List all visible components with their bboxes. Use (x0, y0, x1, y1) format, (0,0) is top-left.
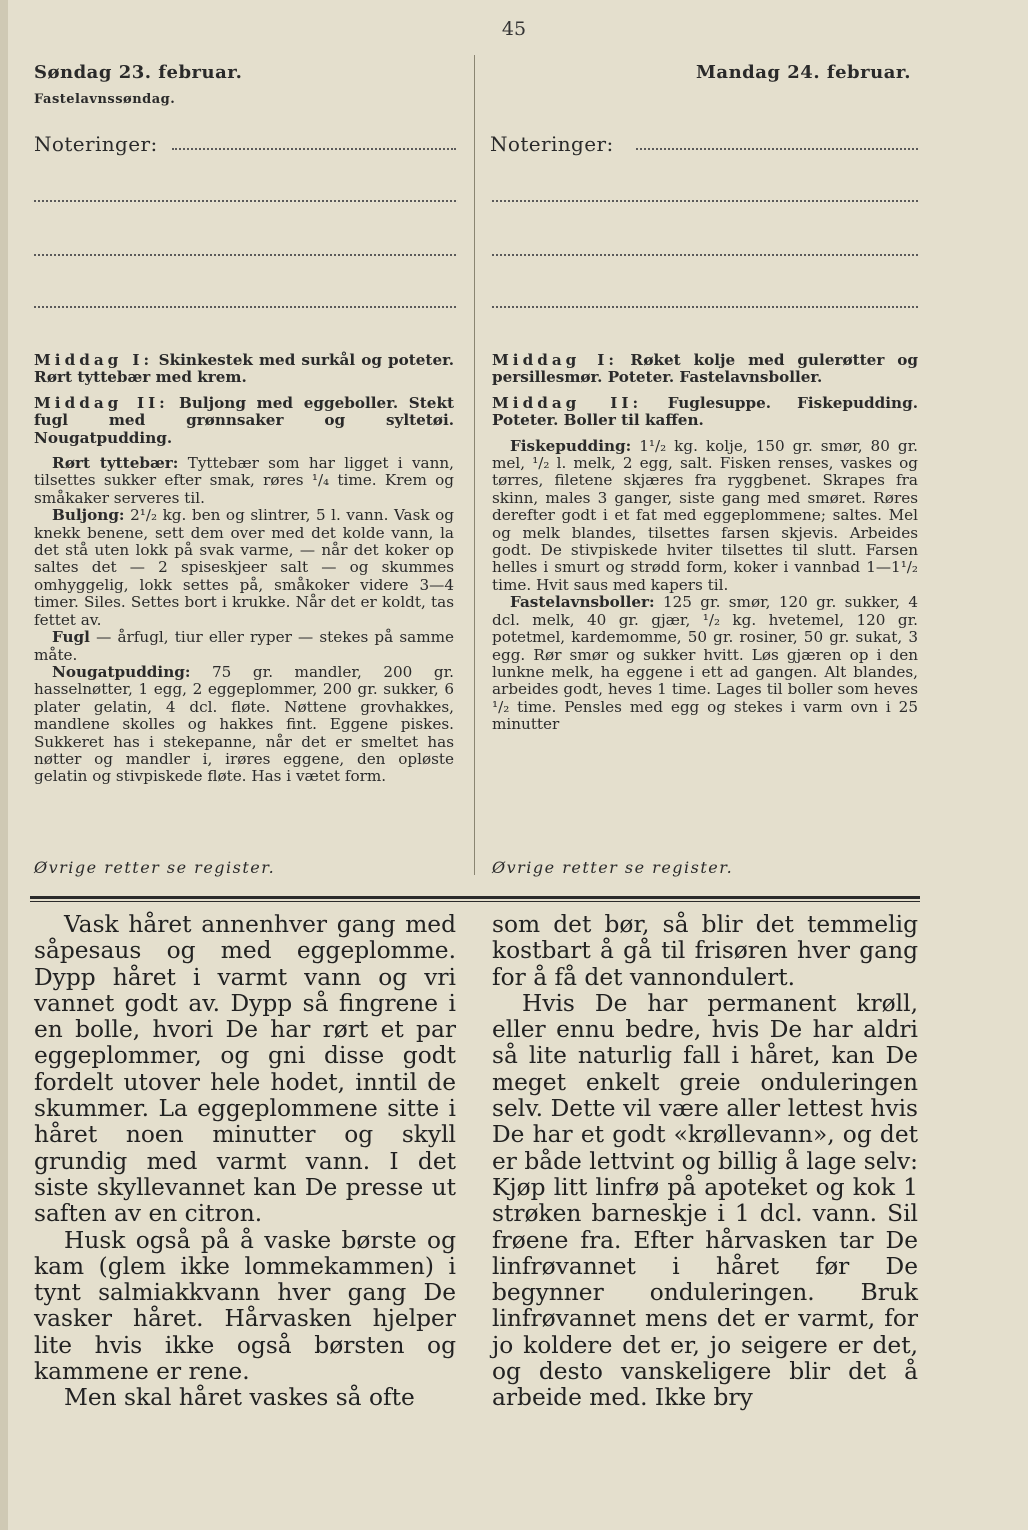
recipe-fiskepudding: Fiskepudding: 1¹/₂ kg. kolje, 150 gr. smør, 80 gr. mel, ¹/₂ l. melk, 2 egg, salt. Fisken renses, vaskes og tørres, filetene skjæres fra ryggbenet. Skrapes fra skinn, males 3 ganger, siste gang med smøret. Røres derefter godt i et fat med eggeplommene; saltes. Mel og melk blandes, tilsettes farsen skjevis. Arbeides godt. De stivpiskede hviter tilsettes til slutt. Farsen helles i smurt og strødd form, koker i vannbad 1—1¹/₂ time. Hvit saus med kapers til. (492, 436, 918, 594)
left-notes-dotline (34, 306, 456, 308)
recipe-buljong: Buljong: 2¹/₂ kg. ben og slintrer, 5 l. vann. Vask og knekk benene, sett dem over med det kolde vann, la det stå uten lokk på svak varme, — når det koker op saltes det — 2 spiseskjeer salt — og skummes omhyggelig, lokk settes på, småkoker videre 3—4 timer. Siles. Settes bort i krukke. Når det er koldt, tas fettet av. (34, 506, 454, 629)
article-paragraph: som det bør, så blir det temmelig kostbart å gå til frisøren hver gang for å få det vannondulert. (492, 911, 918, 991)
recipe-rort-tyttebaer: Rørt tyttebær: Tyttebær som har ligget i vann, tilsettes sukker efter smak, røres ¹/₄ time. Krem og småkaker serveres til. (34, 454, 454, 507)
right-notes-dotline (492, 254, 918, 256)
recipe-fastelavnsboller: Fastelavnsboller: 125 gr. smør, 120 gr. sukker, 4 dcl. melk, 40 gr. gjær, ¹/₂ kg. hvetemel, 120 gr. potetmel, kardemomme, 50 gr. rosiner, 50 gr. sukat, 3 egg. Rør smør og sukker hvitt. Løs gjæren op i den lunkne melk, ha eggene i ett ad gangen. Alt blandes, arbeides godt, heves 1 time. Lages til boller som heves ¹/₂ time. Pensles med egg og stekes i varm ovn i 25 minutter (492, 593, 919, 734)
right-day-title: Mandag 24. februar. (696, 62, 911, 83)
right-notes-dotline (492, 200, 918, 202)
left-recipes (34, 352, 454, 786)
right-recipes (492, 352, 918, 734)
left-notes-dotline (172, 148, 456, 150)
left-notes-label: Noteringer: (34, 132, 158, 156)
left-notes-dotline (34, 254, 456, 256)
section-rule (30, 896, 920, 899)
left-menu-2: Middag II: Buljong med eggeboller. Stekt fugl med grønnsaker og syltetøi. Nougatpudding. (34, 393, 454, 447)
page-edge (0, 0, 8, 1530)
article-paragraph: Husk også på å vaske børste og kam (glem ikke lommekammen) i tynt salmiakkvann hver gang De vasker håret. Hårvasken hjelper lite hvis ikke også børsten og kammene er rene. (34, 1226, 456, 1386)
recipe-fugl: Fugl — årfugl, tiur eller ryper — stekes på samme måte. (34, 628, 455, 664)
article-paragraph: Men skal håret vaskes så ofte (64, 1384, 415, 1412)
right-menu-1: Middag I: Røket kolje med gulerøtter og persillesmør. Poteter. Fastelavnsboller. (492, 351, 919, 387)
left-day-title: Søndag 23. februar. (34, 62, 243, 83)
left-day-subtitle: Fastelavnssøndag. (34, 92, 176, 107)
left-menu-1: Middag I: Skinkestek med surkål og poteter. Rørt tyttebær med krem. (34, 351, 455, 387)
section-rule-thin (30, 901, 920, 902)
right-notes-dotline (636, 148, 918, 150)
page-number: 45 (501, 18, 527, 40)
article-right-column (492, 912, 918, 1412)
left-footer-note: Øvrige retter se register. (34, 858, 276, 877)
article-paragraph: Hvis De har permanent krøll, eller ennu bedre, hvis De har aldri så lite naturlig fall i håret, kan De meget enkelt greie onduleringen selv. Dette vil være aller lettest hvis De har et godt «krøllevann», og det er både lettvint og billig å lage selv: Kjøp litt linfrø på apoteket og kok 1 strøken barneskje i 1 dcl. vann. Sil frøene fra. Efter hårvasken tar De linfrøvannet i håret før De begynner onduleringen. Bruk linfrøvannet mens det er varmt, for jo koldere det er, jo seigere er det, og desto vanskeligere blir det å arbeide med. Ikke bry (492, 989, 918, 1412)
article-paragraph: Vask håret annenhver gang med såpesaus og med eggeplomme. Dypp håret i varmt vann og vri vannet godt av. Dypp så fingrene i en bolle, hvori De har rørt et par eggeplommer, og gni disse godt fordelt utover hele hodet, inntil de skummer. La eggeplommene sitte i håret noen minutter og skyll grundig med varmt vann. I det siste skyllevannet kan De presse ut saften av en citron. (34, 911, 456, 1228)
column-divider (474, 55, 475, 875)
right-menu-2: Middag II: Fuglesuppe. Fiskepudding. Poteter. Boller til kaffen. (492, 393, 919, 430)
recipe-nougatpudding: Nougatpudding: 75 gr. mandler, 200 gr. hasselnøtter, 1 egg, 2 eggeplommer, 200 gr. sukker, 6 plater gelatin, 4 dcl. fløte. Nøttene grovhakkes, mandlene skolles og hakkes fint. Eggene piskes. Sukkeret has i stekepanne, når det er smeltet has nøtter og mandler i, irøres eggene, den opløste gelatin og stivpiskede fløte. Has i vætet form. (34, 662, 454, 786)
article-left-column (34, 912, 456, 1412)
right-footer-note: Øvrige retter se register. (492, 858, 734, 877)
right-notes-label: Noteringer: (490, 132, 614, 156)
left-notes-dotline (34, 200, 456, 202)
right-notes-dotline (492, 306, 918, 308)
